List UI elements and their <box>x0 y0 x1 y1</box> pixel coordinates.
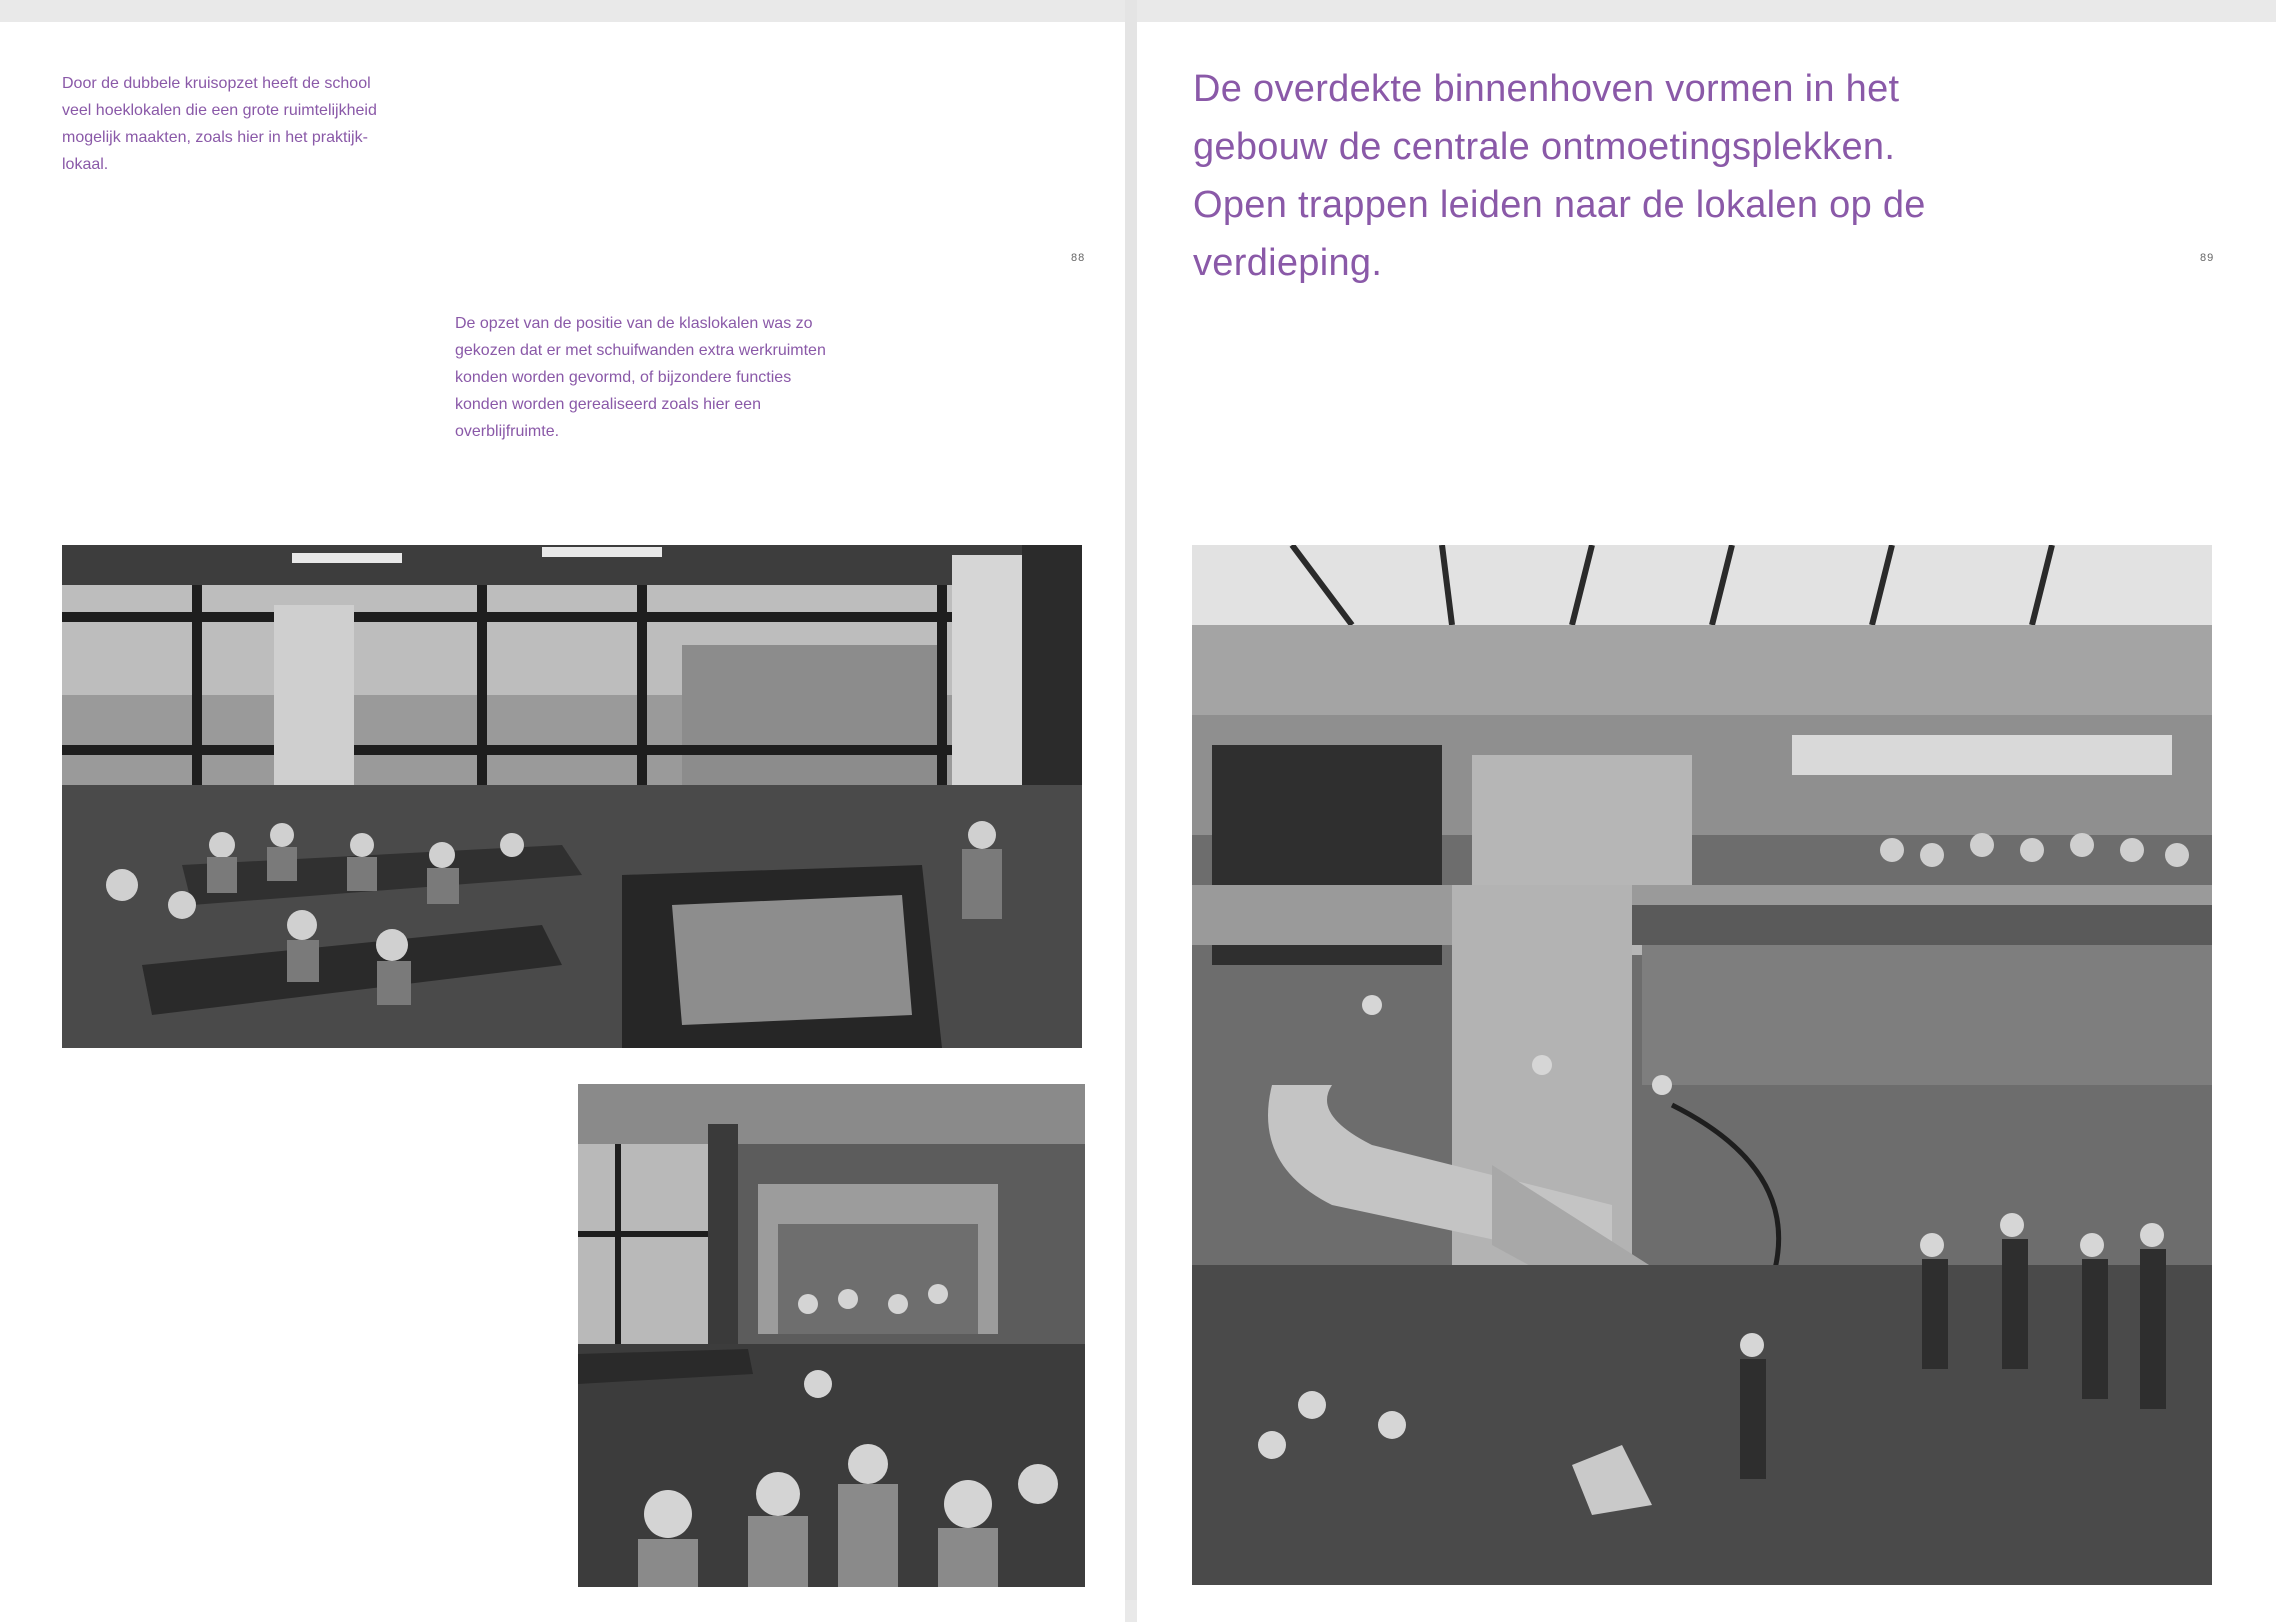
page-number-left: 88 <box>1071 252 1086 264</box>
right-page <box>1137 22 2276 1622</box>
classroom-photo <box>62 545 1082 1048</box>
left-page <box>0 22 1125 1622</box>
atrium-photo <box>1192 545 2212 1585</box>
page-number-right: 89 <box>2200 252 2215 264</box>
caption-lunch-room: De opzet van de positie van de klaslokalen was zo gekozen dat er met schuifwanden extra werkruimten konden worden gevormd, of bijzondere functies konden worden gerealiseerd zoals hier een overblijfruimte. <box>455 315 826 440</box>
page-headline: De overdekte binnenhoven vormen in het gebouw de centrale ontmoetingsplekken. Open trappen leiden naar de lokalen op de verdieping. <box>1193 68 1926 284</box>
caption-practical-classroom: Door de dubbele kruisopzet heeft de school veel hoeklokalen die een grote ruimtelijkheid mogelijk maakten, zoals hier in het praktijk-lokaal. <box>62 75 377 173</box>
book-gutter <box>1125 0 1137 1600</box>
lunch-room-photo <box>578 1084 1085 1587</box>
